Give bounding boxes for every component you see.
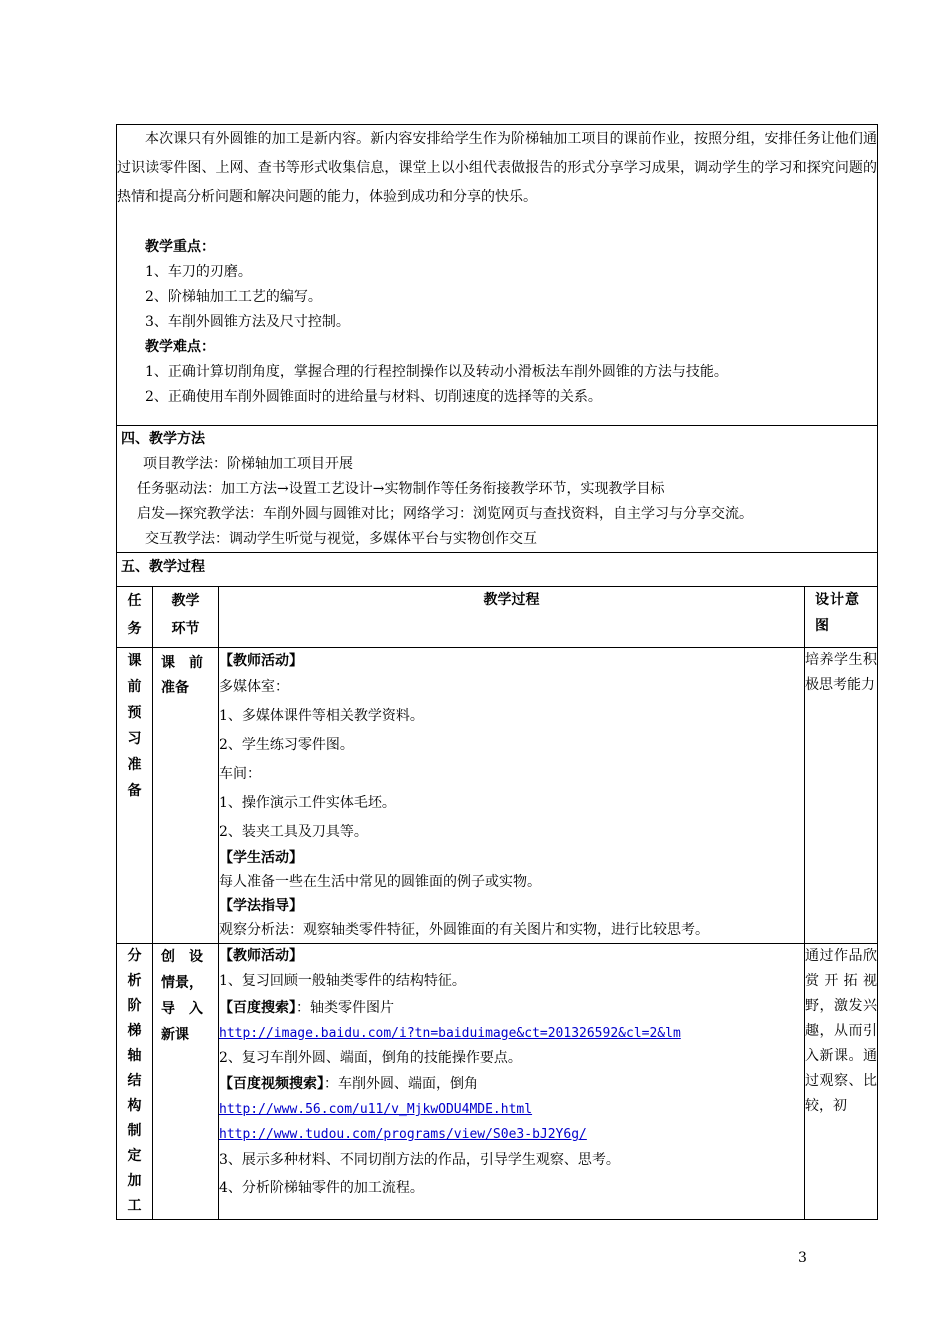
process-line: 2、装夹工具及刀具等。 [219,824,368,840]
method-item: 项目教学法：阶梯轴加工项目开展 [143,456,353,472]
header-stage: 教学 环节 [153,587,219,648]
intro-cell [117,125,878,426]
process-line: 2、学生练习零件图。 [219,737,354,753]
process-line: 2、复习车削外圆、端面，倒角的技能操作要点。 [219,1050,522,1066]
process-row-prep [117,648,878,944]
link-56-video[interactable]: http://www.56.com/u11/v_MjkwODU4MDE.html [219,1102,533,1117]
process-line: 4、分析阶梯轴零件的加工流程。 [219,1180,424,1196]
header-intent: 设计意图 [805,587,878,648]
task-cell: 分 析 阶 梯 轴 结 构 制 定 加 工 [117,944,153,1220]
process-line: 车间： [219,766,261,782]
key-title: 教学重点： [145,239,215,255]
document-page [116,124,877,1220]
header-process: 教学过程 [219,587,805,648]
methods-title: 四、教学方法 [121,431,205,447]
stage-cell: 课 前 准备 [153,648,219,944]
student-text: 每人准备一些在生活中常见的圆锥面的例子或实物。 [219,874,541,890]
difficulty-item: 2、正确使用车削外圆锥面时的进给量与材料、切削速度的选择等的关系。 [145,389,602,405]
teacher-label: 【教师活动】 [219,653,303,669]
video-label: 【百度视频搜索】 [219,1076,324,1092]
method-item: 任务驱动法：加工方法→设置工艺设计→实物制作等任务衔接教学环节，实现教学目标 [137,481,665,497]
search-text: ：轴类零件图片 [296,1000,394,1016]
key-point: 2、阶梯轴加工工艺的编写。 [145,289,322,305]
process-line: 多媒体室： [219,679,289,695]
video-line [219,1071,804,1097]
difficulty-title: 教学难点： [145,339,215,355]
stage-cell: 创 设 情景， 导 入 新课 [153,944,219,1220]
process-cell [219,944,805,1220]
intent-cell: 培养学生积极思考能力 [805,648,878,944]
process-title-cell [117,553,878,587]
methods-cell [117,426,878,553]
method-item: 启发—探究教学法：车削外圆与圆锥对比；网络学习：浏览网页与查找资料，自主学习与分享交流。 [137,506,753,522]
difficulty-item: 1、正确计算切削角度，掌握合理的行程控制操作以及转动小滑板法车削外圆锥的方法与技能。 [145,364,728,380]
process-row-analysis [117,944,878,1220]
header-task: 任 务 [117,587,153,648]
lesson-plan-table [116,124,878,1220]
guide-label: 【学法指导】 [219,898,303,914]
process-header-row [117,587,878,648]
process-line: 1、复习回顾一般轴类零件的结构特征。 [219,973,466,989]
student-label: 【学生活动】 [219,850,303,866]
key-point: 1、车刀的刃磨。 [145,264,252,280]
method-item: 交互教学法：调动学生听觉与视觉，多媒体平台与实物创作交互 [145,531,537,547]
intro-paragraph: 本次课只有外圆锥的加工是新内容。新内容安排给学生作为阶梯轴加工项目的课前作业，按照分组，安排任务让他们通过识读零件图、上网、查书等形式收集信息，课堂上以小组代表做报告的形式分享学习成果，调动学生的学习和探究问题的热情和提高分析问题和解决问题的能力，体验到成功和分享的快乐。 [117,131,877,205]
guide-text: 观察分析法：观察轴类零件特征，外圆锥面的有关图片和实物，进行比较思考。 [219,922,709,938]
video-text: ：车削外圆、端面，倒角 [324,1076,478,1092]
link-image-search[interactable]: http://image.baidu.com/i?tn=baiduimage&ct=201326592&cl=2&lm [219,1026,681,1041]
process-title: 五、教学过程 [121,559,205,575]
task-cell: 课 前 预 习 准 备 [117,648,153,944]
search-line [219,994,804,1022]
process-line: 1、多媒体课件等相关教学资料。 [219,708,424,724]
intent-cell: 通过作品欣赏开拓视野，激发兴趣，从而引入新课。通过观察、比较，初 [805,944,878,1220]
teacher-label: 【教师活动】 [219,948,303,964]
page-number: 3 [798,1250,807,1266]
search-label: 【百度搜索】 [219,1000,296,1016]
process-line: 1、操作演示工件实体毛坯。 [219,795,396,811]
key-point: 3、车削外圆锥方法及尺寸控制。 [145,314,350,330]
link-tudou-video[interactable]: http://www.tudou.com/programs/view/S0e3-bJ2Y6g/ [219,1127,587,1142]
process-line: 3、展示多种材料、不同切削方法的作品，引导学生观察、思考。 [219,1152,620,1168]
process-cell [219,648,805,944]
